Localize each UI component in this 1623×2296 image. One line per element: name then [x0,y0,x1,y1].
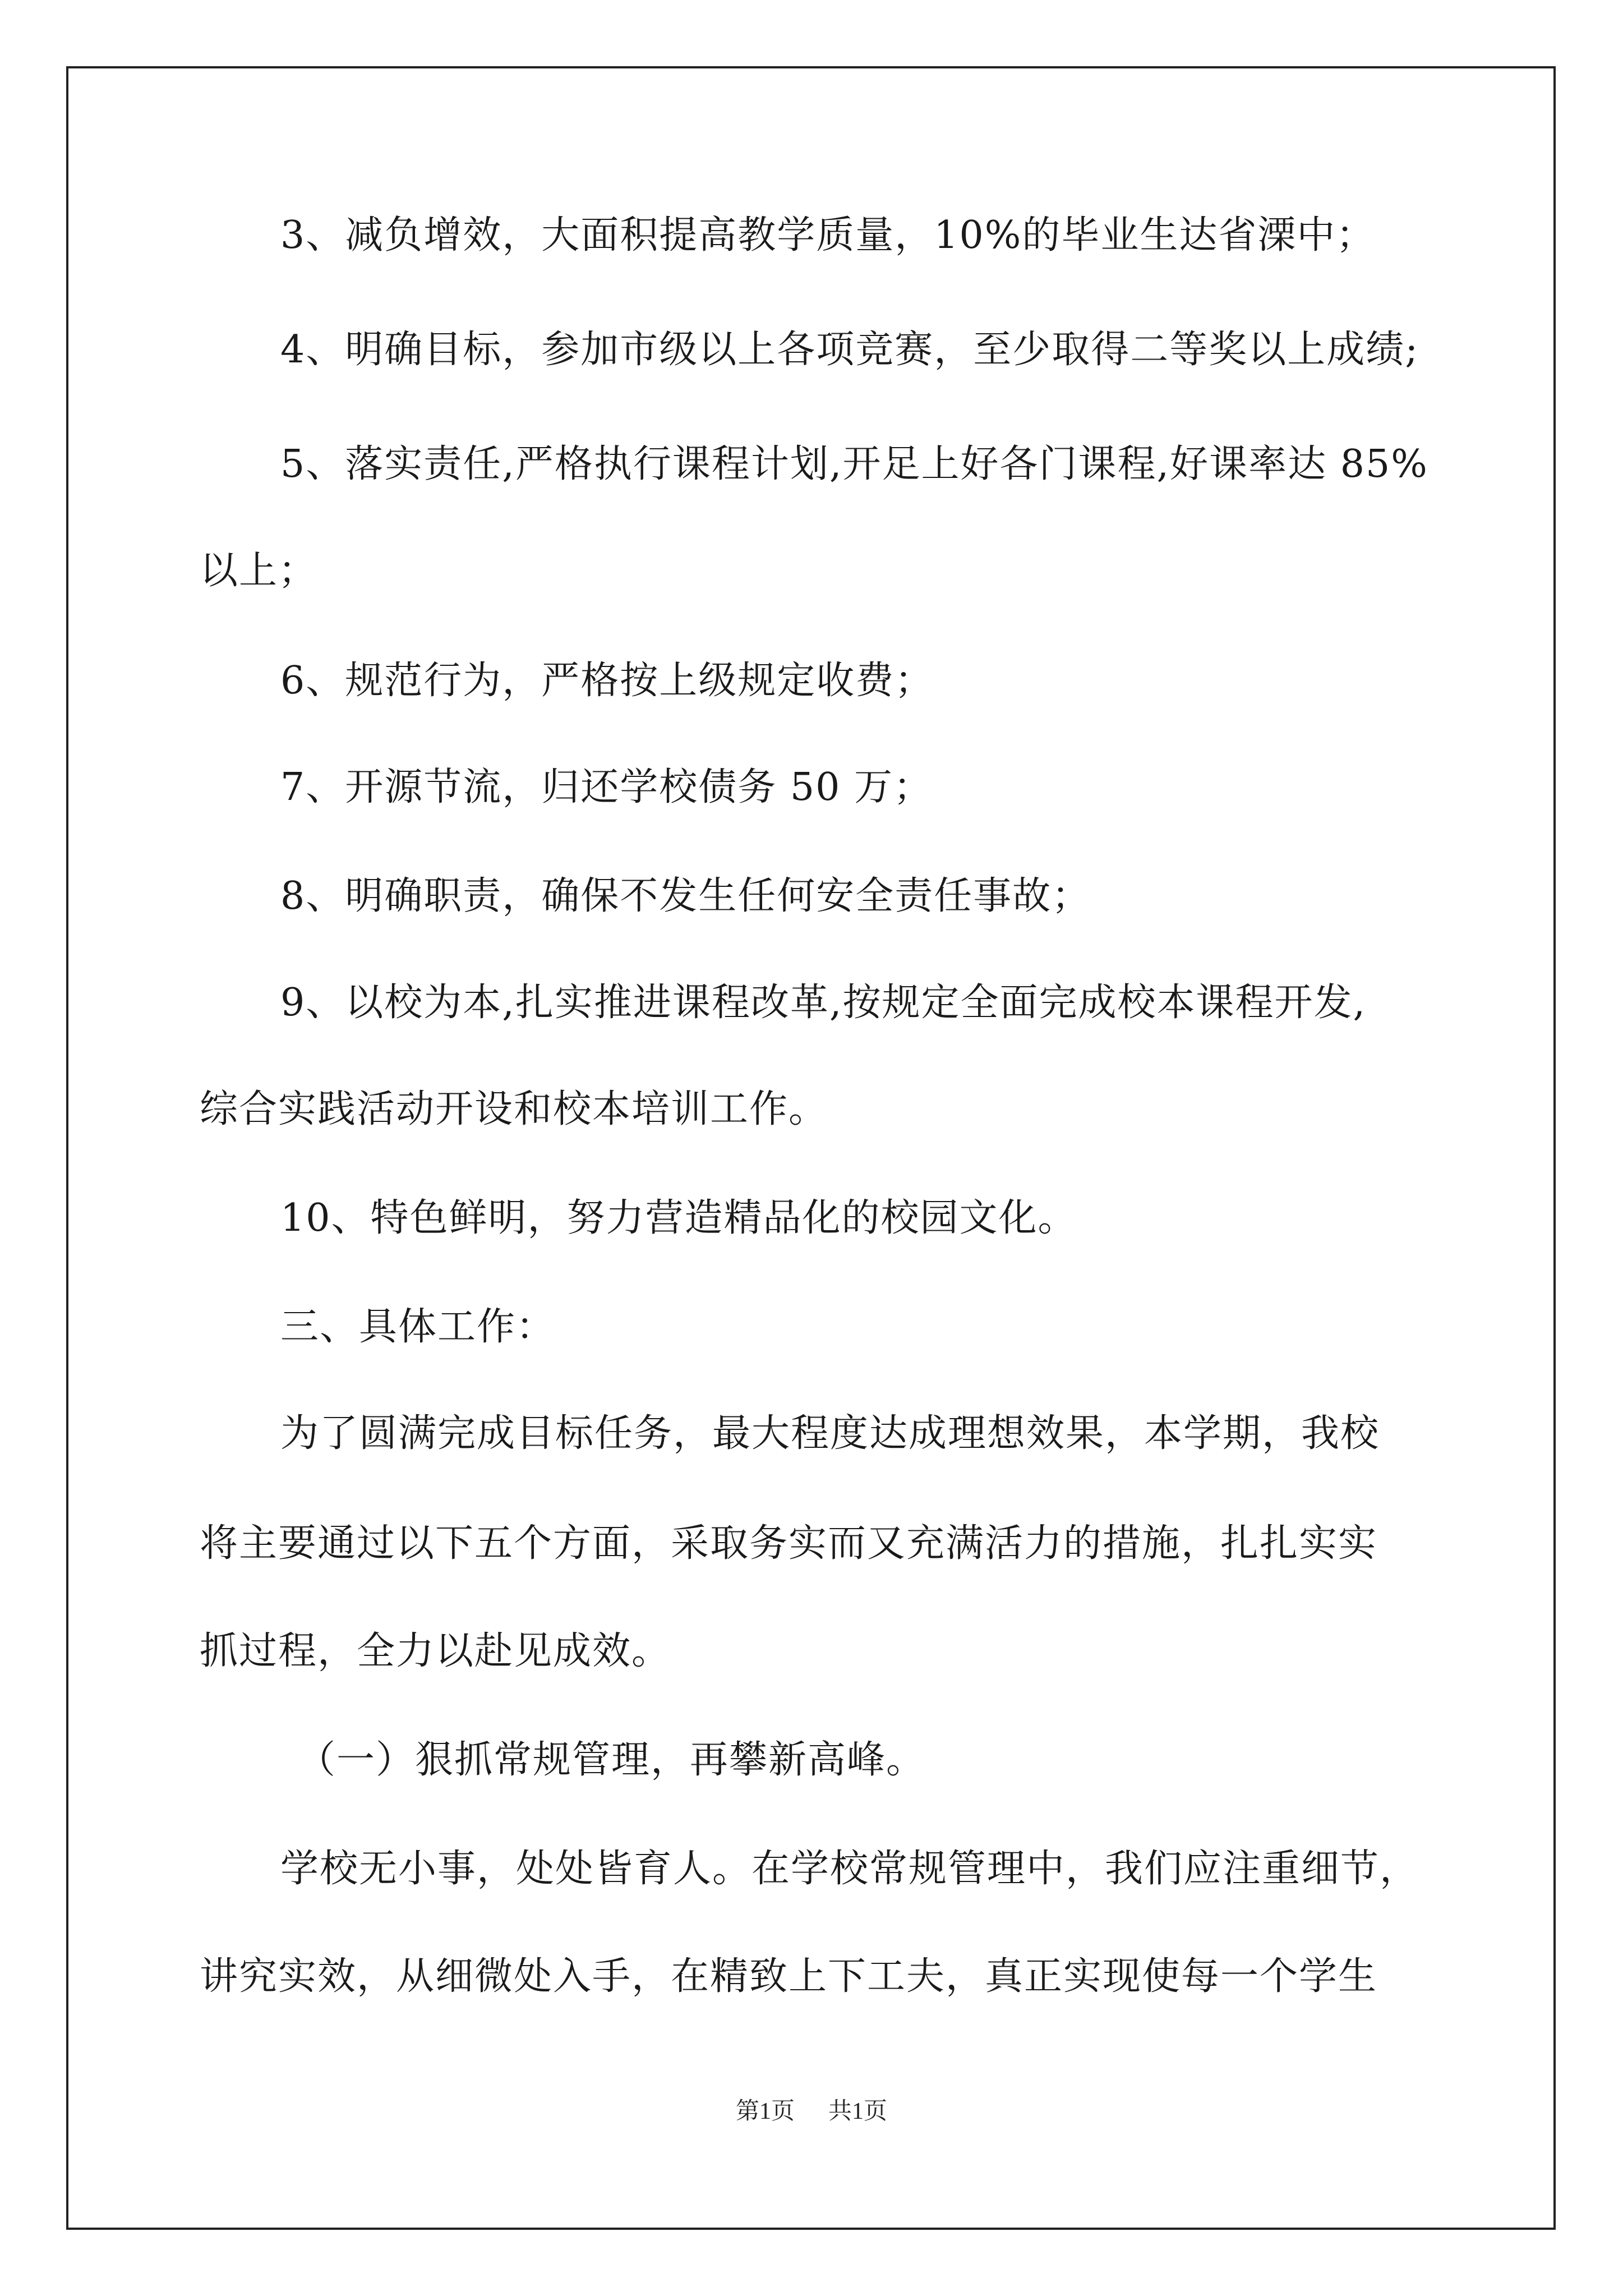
subsection-heading: （一）狠抓常规管理，再攀新高峰。 [297,1738,926,1782]
page-footer [0,2092,1623,2126]
section-heading: 三、具体工作： [280,1305,556,1349]
paragraph-line: 学校无小事，处处皆育人。在学校常规管理中，我们应注重细节， [280,1847,1419,1891]
paragraph-line: 以上； [200,549,318,593]
paragraph-line: 3、减负增效，大面积提高教学质量，10%的毕业生达省溧中； [280,213,1376,257]
paragraph-line: 将主要通过以下五个方面，采取务实而又充满活力的措施，扎扎实实 [200,1521,1378,1566]
paragraph-line: 6、规范行为，严格按上级规定收费； [280,659,934,703]
paragraph-line: 综合实践活动开设和校本培训工作。 [200,1087,828,1131]
paragraph-line: 为了圆满完成目标任务，最大程度达成理想效果，本学期，我校 [280,1411,1380,1456]
paragraph-line: 抓过程，全力以赴见成效。 [200,1629,671,1673]
paragraph-line: 讲究实效，从细微处入手，在精致上下工夫，真正实现使每一个学生 [200,1954,1378,1999]
page-total: 共1页 [828,2099,888,2124]
paragraph-line: 9、以校为本,扎实推进课程改革,按规定全面完成校本课程开发, [280,981,1367,1025]
page-number: 第1页 [735,2099,795,2124]
paragraph-line: 7、开源节流，归还学校债务 50 万； [280,765,933,809]
paragraph-line: 5、落实责任,严格执行课程计划,开足上好各门课程,好课率达 85% [280,442,1428,486]
paragraph-line: 4、明确目标，参加市级以上各项竞赛，至少取得二等奖以上成绩; [280,328,1419,372]
paragraph-line: 8、明确职责，确保不发生任何安全责任事故； [280,874,1091,918]
paragraph-line: 10、特色鲜明，努力营造精品化的校园文化。 [280,1196,1077,1240]
